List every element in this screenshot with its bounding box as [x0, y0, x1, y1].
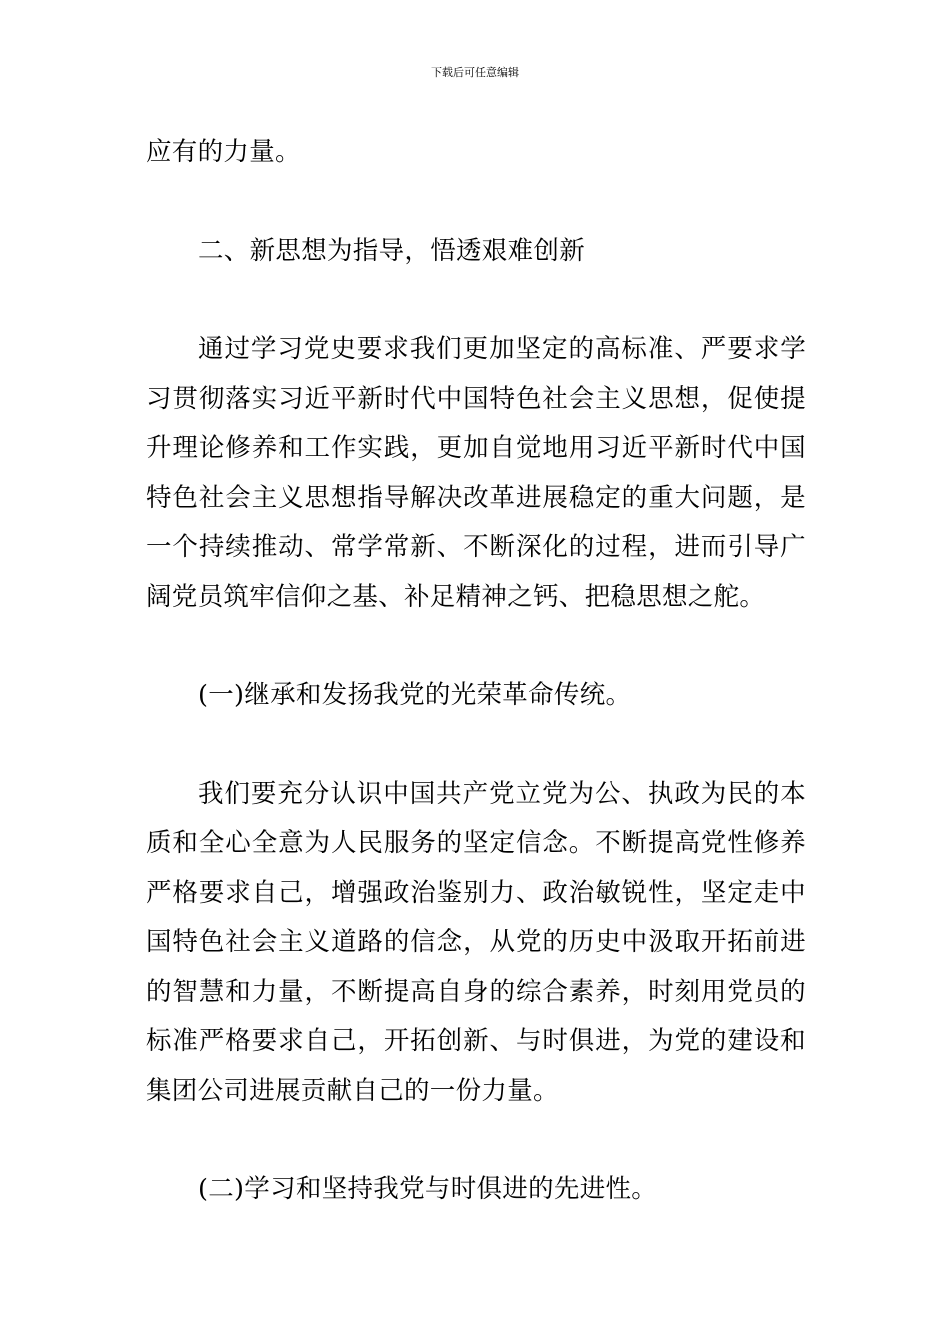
paragraph-continuation: 应有的力量。: [146, 137, 301, 167]
section-heading-2: 二、新思想为指导，悟透艰难创新: [198, 235, 586, 266]
page-header-note: 下载后可任意编辑: [431, 66, 519, 79]
document-body: [146, 128, 806, 1215]
subheading-2: (二)学习和坚持我党与时俱进的先进性。: [198, 1174, 658, 1204]
paragraph-study-party-history: 通过学习党史要求我们更加坚定的高标准、严要求学习贯彻落实习近平新时代中国特色社会主义思想，促使提升理论修养和工作实践，更加自觉地用习近平新时代中国特色社会主义思想指导解决改革进展稳定的重大问题，是一个持续推动、常学常新、不断深化的过程，进而引导广阔党员筑牢信仰之基、补足精神之钙、把稳思想之舵。: [146, 334, 806, 612]
subheading-1: (一)继承和发扬我党的光荣革命传统。: [198, 680, 632, 710]
paragraph-party-purpose: 我们要充分认识中国共产党立党为公、执政为民的本质和全心全意为人民服务的坚定信念。不断提高党性修养严格要求自己，增强政治鉴别力、政治敏锐性，坚定走中国特色社会主义道路的信念，从党的历史中汲取开拓前进的智慧和力量，不断提高自身的综合素养，时刻用党员的标准严格要求自己，开拓创新、与时俱进，为党的建设和集团公司进展贡献自己的一份力量。: [146, 778, 806, 1106]
